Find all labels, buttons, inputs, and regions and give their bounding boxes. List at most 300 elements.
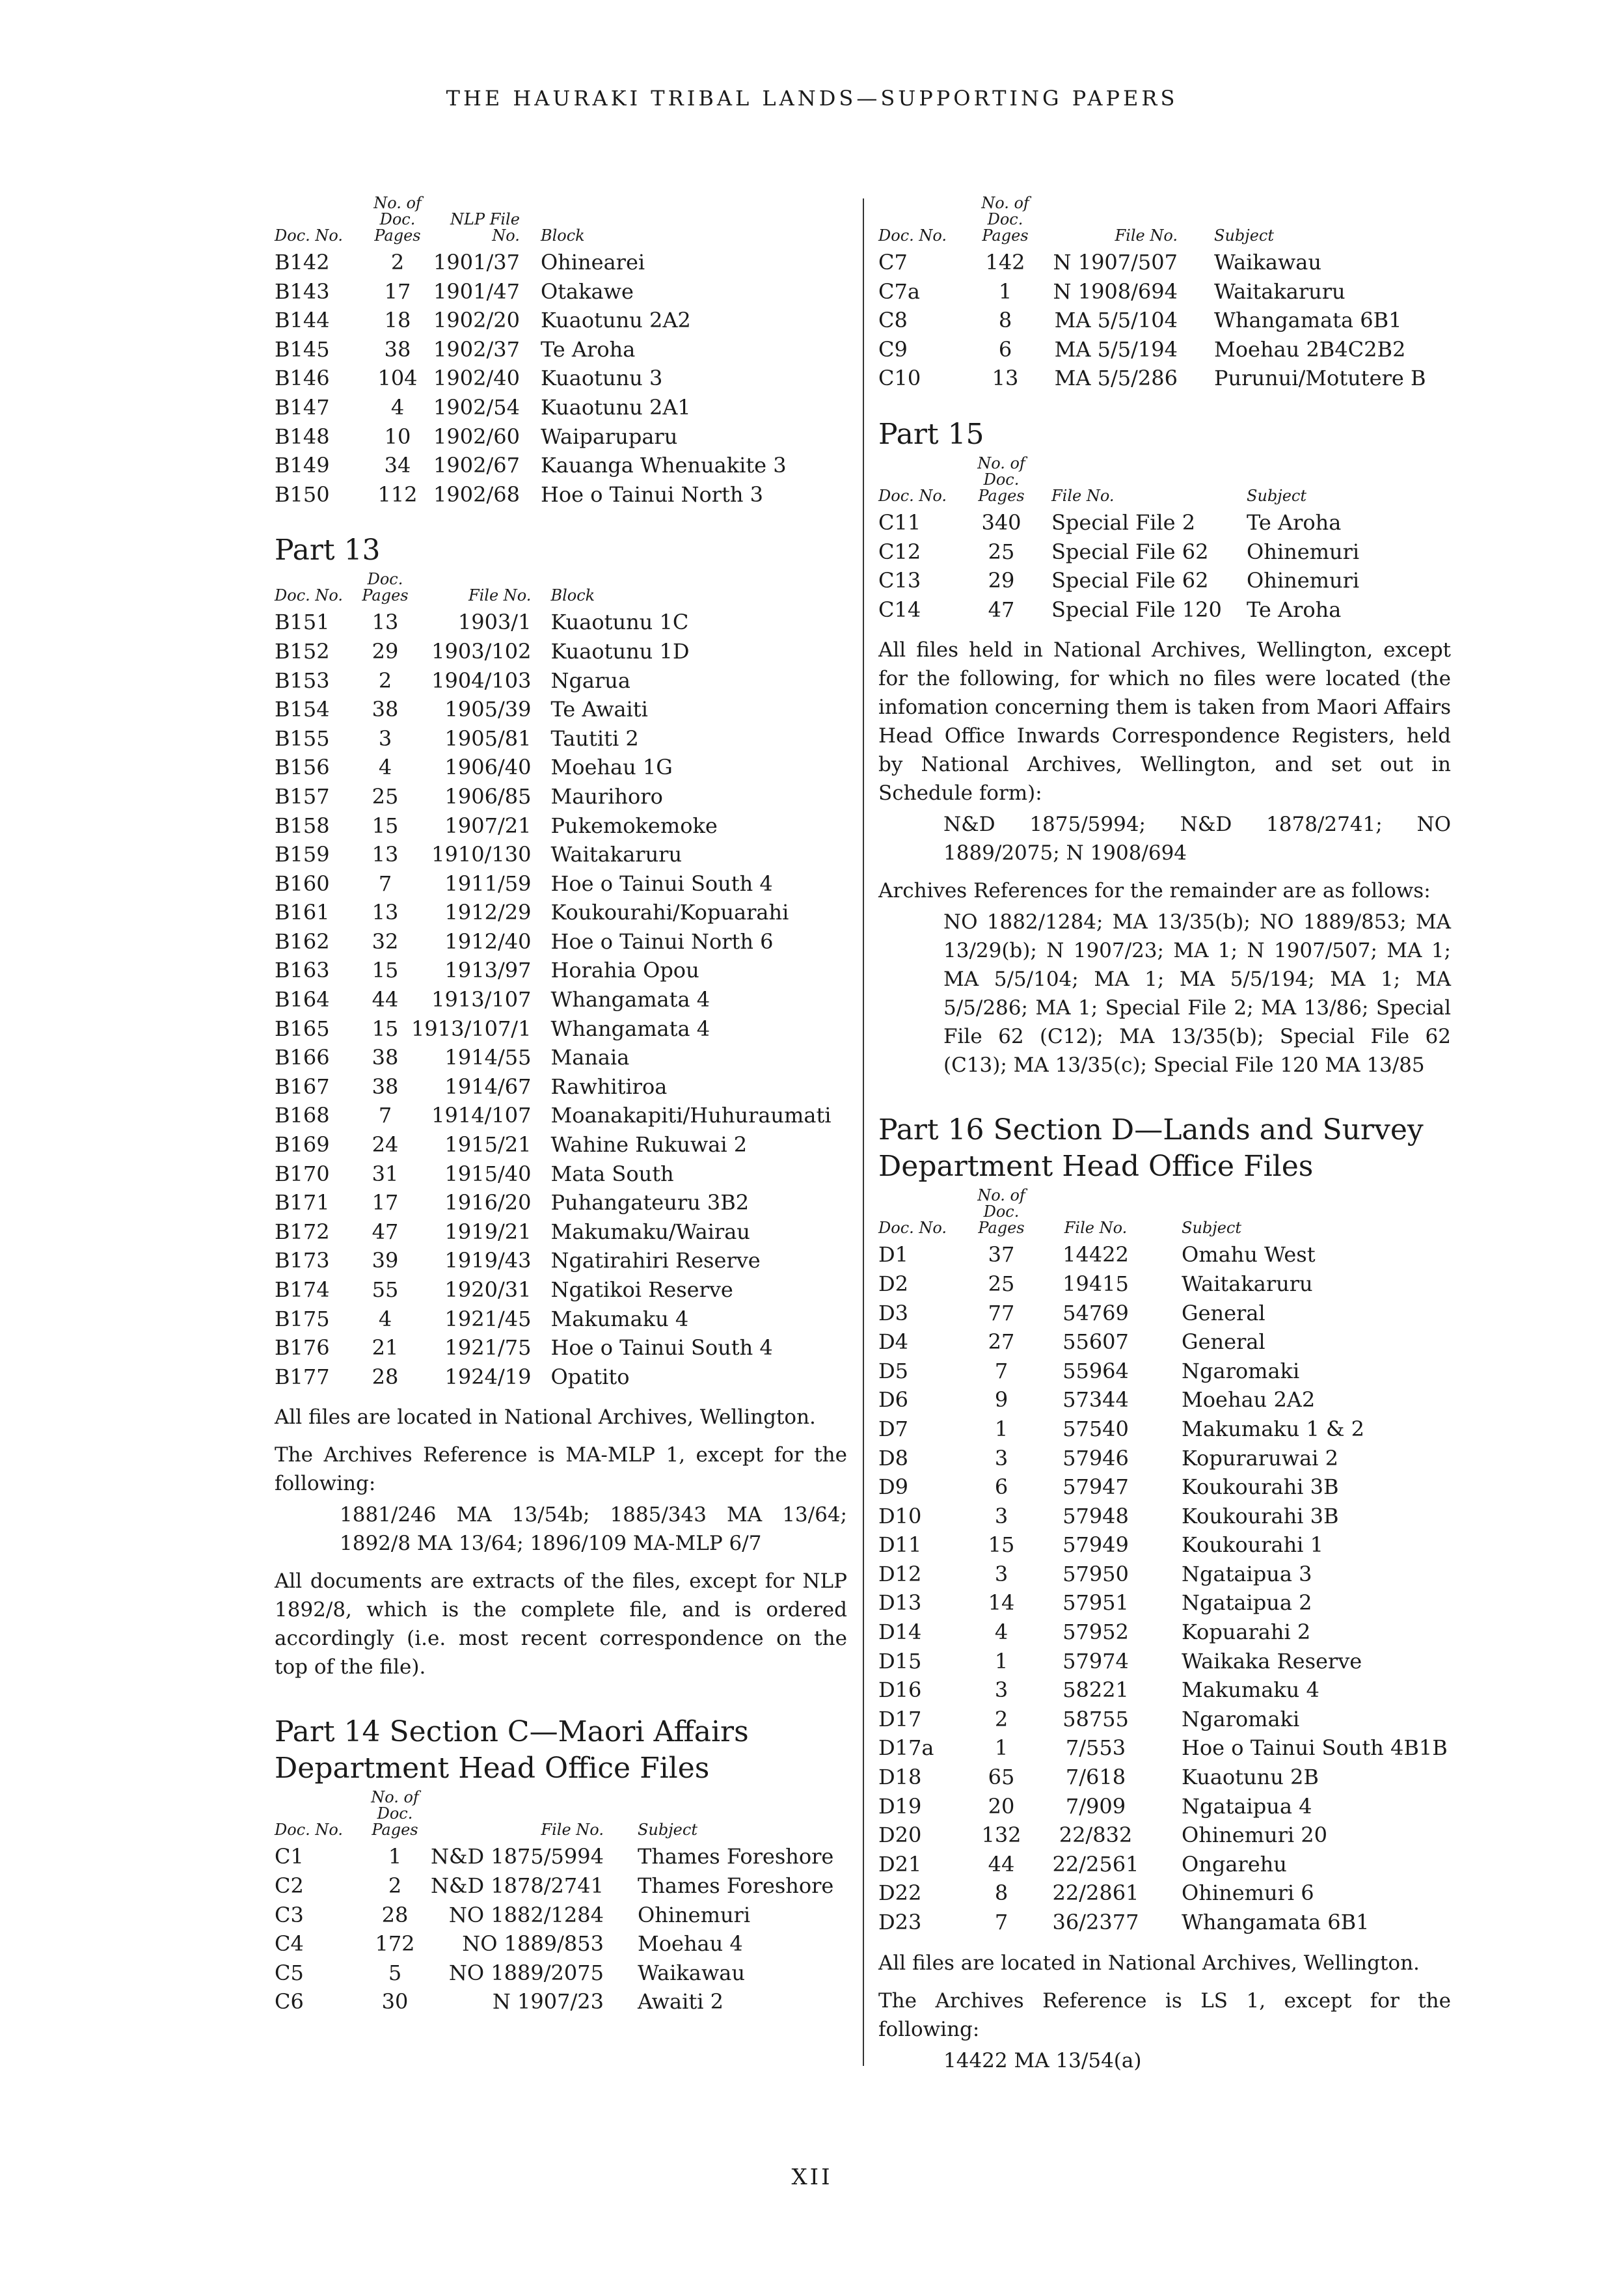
table-row (878, 508, 1359, 537)
table-cell: 1913/97 (444, 958, 532, 983)
table-cell: Whangamata 6B1 (1214, 308, 1402, 333)
table-cell: Waitakaruru (1214, 278, 1346, 304)
table-cell: 13 (372, 900, 399, 925)
table-cell: 57950 (1062, 1561, 1129, 1586)
table-cell: 77 (988, 1300, 1015, 1325)
column-header: No. of Doc. Pages (373, 194, 422, 245)
table-cell: 38 (372, 1045, 399, 1070)
table-cell: B150 (275, 482, 330, 507)
table-row (878, 595, 1359, 625)
table-cell: 5 (388, 1960, 402, 1985)
table-row (275, 248, 787, 277)
table-cell: Ohinemuri (637, 1902, 751, 1927)
table-cell: 6 (994, 1474, 1008, 1500)
table-cell: 36/2377 (1052, 1910, 1139, 1934)
table-cell: 31 (372, 1161, 399, 1186)
table-cell: 37 (988, 1242, 1015, 1268)
table-cell: Waikaka Reserve (1182, 1648, 1362, 1674)
table-cell: D15 (878, 1648, 922, 1674)
table-cell: 1902/68 (433, 482, 520, 507)
table-cell: 1903/102 (431, 638, 532, 664)
table-cell: Moanakapiti/Huhuraumati (550, 1103, 832, 1128)
table-cell: Ohinemuri (1247, 539, 1360, 564)
table-row (878, 1821, 1448, 1850)
table-cell: 3 (994, 1561, 1008, 1586)
table-cell: C14 (878, 597, 921, 622)
table-cell: 2 (390, 250, 405, 275)
table-cell: Hoe o Tainui South 4 (550, 1335, 773, 1361)
table-header-row (275, 571, 832, 608)
table-cell: 30 (381, 1989, 409, 2015)
table-cell: 22/832 (1059, 1823, 1133, 1848)
table-row (878, 364, 1426, 393)
table-cell: 1919/21 (444, 1219, 532, 1244)
table-cell: Ngaromaki (1182, 1706, 1300, 1731)
table-cell: D9 (878, 1474, 909, 1500)
table-cell: 1912/40 (444, 929, 532, 954)
table-cell: B166 (275, 1045, 330, 1070)
table-cell: Hoe o Tainui South 4B1B (1182, 1735, 1448, 1761)
table-cell: 22/2561 (1052, 1851, 1139, 1877)
table-cell: 13 (372, 610, 399, 635)
table-cell: 44 (372, 987, 399, 1012)
table-row (275, 1987, 833, 2016)
table-row (275, 1275, 832, 1305)
table-cell: C9 (878, 336, 908, 362)
table-cell: 21 (372, 1335, 399, 1361)
table-cell: Kopuraruwai 2 (1182, 1445, 1338, 1471)
table-part14-continued (878, 195, 1426, 393)
table-cell: Opatito (550, 1364, 630, 1389)
table-row (275, 840, 832, 869)
table-cell: N 1907/507 (1053, 250, 1178, 275)
table-cell: 39 (372, 1248, 399, 1273)
table-row (878, 1618, 1448, 1647)
part14-heading-line2: Department Head Office Files (275, 1752, 710, 1785)
table-row (275, 753, 832, 782)
table-cell: 17 (384, 278, 411, 304)
table-cell: 1905/39 (444, 697, 532, 722)
table-cell: B176 (275, 1335, 330, 1361)
table-cell: 7 (378, 871, 392, 896)
table-cell: Moehau 1G (550, 755, 673, 780)
table-cell: N&D 1878/2741 (431, 1873, 604, 1898)
table-row (878, 306, 1426, 335)
table-row (878, 1530, 1448, 1560)
table-cell: 15 (988, 1532, 1015, 1558)
table-cell: 17 (372, 1190, 399, 1215)
column-header: Subject (1247, 486, 1306, 505)
table-cell: 38 (372, 697, 399, 722)
table-cell: Mata South (550, 1161, 674, 1186)
table-cell: 57540 (1062, 1416, 1129, 1441)
table-cell: Kopuarahi 2 (1182, 1620, 1311, 1645)
table-cell: B162 (275, 929, 330, 954)
table-cell: B168 (275, 1103, 330, 1128)
table-row (878, 1385, 1448, 1415)
table-cell: D21 (878, 1851, 922, 1877)
table-cell: 7 (378, 1103, 392, 1128)
table-part14 (275, 1789, 833, 2016)
table-row (275, 393, 787, 422)
table-cell: 142 (985, 250, 1025, 275)
table-cell: D7 (878, 1416, 909, 1441)
table-row (878, 1647, 1448, 1676)
table-row (275, 666, 832, 696)
part15-note-refs: Archives References for the remainder are as follows: (878, 879, 1431, 903)
table-cell: Puhangateuru 3B2 (550, 1190, 750, 1215)
table-cell: Special File 62 (1051, 539, 1209, 564)
table-cell: Te Aroha (1247, 597, 1342, 622)
table-cell: B171 (275, 1190, 330, 1215)
table-cell: 13 (372, 842, 399, 867)
table-row (275, 985, 832, 1014)
table-cell: Kuaotunu 2A2 (540, 308, 691, 333)
table-part13 (275, 571, 832, 1391)
page-number: XII (791, 2164, 833, 2190)
column-header: File No. (1064, 1219, 1128, 1238)
table-cell: 2 (378, 668, 392, 693)
table-row (275, 1333, 832, 1363)
table-cell: 1 (388, 1844, 402, 1869)
table-cell: B160 (275, 871, 330, 896)
table-row (275, 869, 832, 899)
table-cell: Koukourahi 1 (1182, 1532, 1323, 1558)
column-header: No. of Doc. Pages (977, 454, 1025, 505)
table-cell: D11 (878, 1532, 922, 1558)
table-cell: Tautiti 2 (550, 726, 639, 751)
table-part12-continued (275, 195, 787, 509)
table-cell: B174 (275, 1277, 330, 1302)
table-cell: 58221 (1062, 1677, 1129, 1703)
table-cell: Thames Foreshore (637, 1844, 834, 1869)
table-cell: 1901/47 (433, 278, 520, 304)
table-cell: D10 (878, 1503, 922, 1528)
table-cell: Horahia Opou (550, 958, 699, 983)
table-cell: Special File 2 (1051, 509, 1196, 535)
table-cell: Whangamata 4 (550, 1016, 710, 1041)
table-row (275, 1305, 832, 1334)
table-cell: Maurihoro (550, 783, 663, 809)
table-cell: B167 (275, 1074, 330, 1099)
table-row (275, 695, 832, 724)
table-cell: 1914/55 (444, 1045, 532, 1070)
table-cell: Kauanga Whenuakite 3 (540, 453, 787, 478)
table-cell: Hoe o Tainui South 4 (550, 871, 773, 896)
table-cell: Makumaku 1 & 2 (1182, 1416, 1364, 1441)
table-row (275, 608, 832, 637)
table-row (878, 1850, 1448, 1879)
table-cell: 55964 (1062, 1358, 1129, 1383)
part16-note-location: All files are located in National Archives, Wellington. (878, 1951, 1420, 1975)
column-header: Subject (637, 1821, 697, 1839)
table-cell: 1911/59 (444, 871, 532, 896)
table-cell: Ngatirahiri Reserve (550, 1248, 761, 1273)
table-cell: 15 (372, 1016, 399, 1041)
table-row (878, 1299, 1448, 1328)
table-cell: 3 (378, 726, 392, 751)
table-cell: B149 (275, 453, 330, 478)
table-cell: C7 (878, 250, 908, 275)
column-header: Subject (1182, 1219, 1241, 1238)
column-header: Doc. Pages (362, 570, 409, 605)
table-cell: Ngatikoi Reserve (550, 1277, 733, 1302)
table-cell: 172 (375, 1931, 415, 1957)
table-cell: MA 5/5/104 (1054, 308, 1178, 333)
part16-note-reference: The Archives Reference is LS 1, except for the following: (878, 1988, 1451, 2041)
table-cell: N 1908/694 (1053, 278, 1178, 304)
table-row (275, 956, 832, 985)
table-row (275, 1130, 832, 1160)
table-cell: C10 (878, 366, 921, 391)
table-cell: 1 (998, 278, 1012, 304)
table-cell: B158 (275, 813, 330, 838)
table-row (878, 1763, 1448, 1792)
table-cell: B172 (275, 1219, 330, 1244)
table-row (878, 335, 1426, 364)
right-column (878, 195, 1451, 2075)
table-cell: 1902/20 (433, 308, 520, 333)
table-cell: Te Awaiti (550, 697, 648, 722)
table-cell: Koukourahi/Kopuarahi (550, 900, 789, 925)
table-row (275, 480, 787, 509)
running-head: THE HAURAKI TRIBAL LANDS—SUPPORTING PAPERS (446, 86, 1178, 111)
table-row (275, 1959, 833, 1988)
table-cell: B169 (275, 1132, 330, 1158)
table-cell: C6 (275, 1989, 304, 2015)
table-cell: B161 (275, 900, 330, 925)
table-cell: 3 (994, 1445, 1008, 1471)
table-row (275, 1188, 832, 1217)
column-header: File No. (468, 586, 532, 605)
table-cell: 9 (994, 1387, 1008, 1413)
table-cell: Special File 62 (1051, 568, 1209, 593)
table-header-row (878, 455, 1359, 508)
table-row (275, 782, 832, 811)
table-cell: Omahu West (1182, 1242, 1316, 1268)
table-cell: MA 5/5/194 (1054, 336, 1178, 362)
table-cell: D8 (878, 1445, 909, 1471)
table-cell: C5 (275, 1960, 304, 1985)
table-cell: B145 (275, 336, 330, 362)
table-cell: 32 (372, 929, 399, 954)
table-cell: 340 (981, 509, 1022, 535)
table-cell: 1924/19 (444, 1364, 532, 1389)
table-cell: 25 (988, 1271, 1015, 1296)
table-cell: Kuaotunu 2A1 (540, 394, 691, 420)
column-header: Doc. No. (878, 486, 947, 505)
table-cell: 1906/85 (444, 783, 532, 809)
table-cell: D16 (878, 1677, 922, 1703)
table-cell: B153 (275, 668, 330, 693)
table-cell: 54769 (1062, 1300, 1129, 1325)
table-cell: 1902/37 (433, 336, 520, 362)
column-header: No. of Doc. Pages (981, 194, 1029, 245)
table-cell: MA 5/5/286 (1054, 366, 1178, 391)
table-cell: D22 (878, 1880, 922, 1906)
table-cell: B143 (275, 278, 330, 304)
table-row (275, 1246, 832, 1275)
table-row (878, 1879, 1448, 1908)
table-cell: 1912/29 (444, 900, 532, 925)
column-header: Doc. No. (275, 226, 344, 245)
table-cell: 57952 (1062, 1620, 1129, 1645)
table-cell: General (1182, 1300, 1265, 1325)
table-cell: 1914/67 (444, 1074, 532, 1099)
table-cell: Ongarehu (1182, 1851, 1287, 1877)
table-cell: 7/618 (1065, 1765, 1126, 1790)
table-cell: D17 (878, 1706, 922, 1731)
table-cell: 18 (384, 308, 411, 333)
table-cell: 1902/60 (433, 424, 520, 449)
table-cell: 65 (988, 1765, 1015, 1790)
part14-heading (275, 1714, 847, 1787)
table-cell: Rawhitiroa (550, 1074, 668, 1099)
table-cell: 20 (988, 1793, 1015, 1819)
table-cell: 1902/54 (433, 394, 520, 420)
table-cell: Moehau 2A2 (1182, 1387, 1316, 1413)
table-part15 (878, 455, 1359, 624)
table-cell: 47 (988, 597, 1015, 622)
part15-note-refs-list: NO 1882/1284; MA 13/35(b); NO 1889/853; MA 13/29(b); N 1907/23; MA 1; N 1907/507; MA 1; MA 5/5/104; MA 1; MA 5/5/194; MA 1; MA 5/5/286; MA 1; Special File 2; MA 13/86; Special File 62 (C12); MA 13/35(b); Special File 62 (C13); MA 13/35(c); Special File 120 MA 13/85 (943, 910, 1451, 1078)
table-cell: Manaia (550, 1045, 630, 1070)
table-cell: Koukourahi 3B (1182, 1474, 1339, 1500)
part13-note-extracts: All documents are extracts of the files, except for NLP 1892/8, which is the complete file, and is ordered accordingly (i.e. most recent correspondence on the top of the file). (275, 1569, 847, 1679)
table-cell: Ngaromaki (1182, 1358, 1300, 1383)
table-row (878, 1705, 1448, 1734)
table-cell: NO 1882/1284 (448, 1902, 604, 1927)
table-cell: D12 (878, 1561, 922, 1586)
table-cell: 22/2861 (1052, 1880, 1139, 1906)
column-header: Block (540, 226, 585, 245)
table-cell: B163 (275, 958, 330, 983)
part13-heading: Part 13 (275, 534, 381, 567)
table-row (878, 1908, 1448, 1937)
table-cell: Special File 120 (1051, 597, 1222, 622)
table-cell: 1915/21 (444, 1132, 532, 1158)
table-cell: B142 (275, 250, 330, 275)
table-cell: C7a (878, 278, 920, 304)
table-row (275, 1363, 832, 1392)
table-cell: 29 (988, 568, 1015, 593)
table-row (878, 1792, 1448, 1821)
table-cell: D18 (878, 1765, 922, 1790)
table-cell: Waitakaruru (1182, 1271, 1313, 1296)
table-row (275, 1043, 832, 1072)
table-cell: 13 (992, 366, 1019, 391)
table-cell: C1 (275, 1844, 304, 1869)
table-cell: 112 (377, 482, 418, 507)
table-cell: 1902/40 (433, 366, 520, 391)
table-cell: D6 (878, 1387, 909, 1413)
left-column (275, 195, 847, 2016)
column-header: NLP File No. (450, 210, 520, 245)
table-cell: 14422 (1062, 1242, 1129, 1268)
table-cell: C11 (878, 509, 921, 535)
table-row (878, 1269, 1448, 1299)
table-cell: Moehau 2B4C2B2 (1214, 336, 1406, 362)
table-cell: 7 (994, 1910, 1008, 1934)
table-cell: 15 (372, 813, 399, 838)
table-cell: Ohinemuri 20 (1182, 1823, 1327, 1848)
table-cell: B157 (275, 783, 330, 809)
table-row (878, 1444, 1448, 1473)
table-cell: 1 (994, 1648, 1008, 1674)
table-cell: 57949 (1062, 1532, 1129, 1558)
table-cell: 1904/103 (431, 668, 532, 693)
table-cell: C13 (878, 568, 921, 593)
table-cell: 1906/40 (444, 755, 532, 780)
table-cell: Awaiti 2 (637, 1989, 724, 2015)
table-cell: C8 (878, 308, 908, 333)
table-cell: 28 (372, 1364, 399, 1389)
table-cell: 1902/67 (433, 453, 520, 478)
part15-note-files-list: N&D 1875/5994; N&D 1878/2741; NO 1889/2075; N 1908/694 (943, 813, 1451, 865)
table-cell: Waikawau (1214, 250, 1321, 275)
table-cell: 55607 (1062, 1329, 1129, 1355)
table-cell: B148 (275, 424, 330, 449)
table-cell: 15 (372, 958, 399, 983)
table-cell: Kuaotunu 1C (550, 610, 689, 635)
table-cell: D14 (878, 1620, 922, 1645)
table-row (275, 277, 787, 306)
table-row (878, 1327, 1448, 1357)
table-cell: B165 (275, 1016, 330, 1041)
table-cell: 24 (372, 1132, 399, 1158)
table-row (275, 1101, 832, 1130)
table-cell: Whangamata 4 (550, 987, 710, 1012)
table-cell: 19415 (1062, 1271, 1129, 1296)
table-cell: Makumaku 4 (1182, 1677, 1320, 1703)
part15-note-files: All files held in National Archives, Wellington, except for the following, for which no files were located (the infomation concerning them is taken from Maori Affairs Head Office Inwards Correspondence Registers, held by National Archives, Wellington, and set out in Schedule form): (878, 638, 1451, 806)
table-cell: D17a (878, 1735, 934, 1761)
table-row (878, 566, 1359, 595)
table-cell: B164 (275, 987, 330, 1012)
table-cell: 7/909 (1065, 1793, 1126, 1819)
table-cell: NO 1889/2075 (448, 1960, 604, 1985)
table-cell: Wahine Rukuwai 2 (550, 1132, 748, 1158)
table-cell: 34 (384, 453, 411, 478)
table-cell: B155 (275, 726, 330, 751)
table-cell: D4 (878, 1329, 909, 1355)
table-row (878, 1502, 1448, 1531)
table-cell: 10 (384, 424, 411, 449)
table-cell: D23 (878, 1910, 922, 1934)
table-cell: 1913/107 (431, 987, 532, 1012)
table-row (275, 927, 832, 957)
part13-note-reference: The Archives Reference is MA-MLP 1, except for the following: (275, 1443, 847, 1496)
table-cell: 2 (994, 1706, 1008, 1731)
table-cell: 57948 (1062, 1503, 1129, 1528)
table-cell: Waiparuparu (540, 424, 678, 449)
table-cell: Te Aroha (1247, 509, 1342, 535)
table-cell: 1914/107 (431, 1103, 532, 1128)
table-cell: Hoe o Tainui North 3 (540, 482, 764, 507)
column-header: Doc. No. (878, 1219, 947, 1238)
table-cell: 1919/43 (444, 1248, 532, 1273)
table-row (878, 248, 1426, 277)
table-cell: B156 (275, 755, 330, 780)
table-cell: 3 (994, 1503, 1008, 1528)
table-row (878, 537, 1359, 567)
table-header-row (275, 1789, 833, 1842)
table-row (275, 724, 832, 753)
table-cell: 8 (994, 1880, 1008, 1906)
table-cell: Waikawau (637, 1960, 745, 1985)
part16-heading-line1: Part 16 Section D—Lands and Survey (878, 1113, 1424, 1147)
part14-heading-line1: Part 14 Section C—Maori Affairs (275, 1715, 749, 1749)
table-cell: 58755 (1062, 1706, 1129, 1731)
